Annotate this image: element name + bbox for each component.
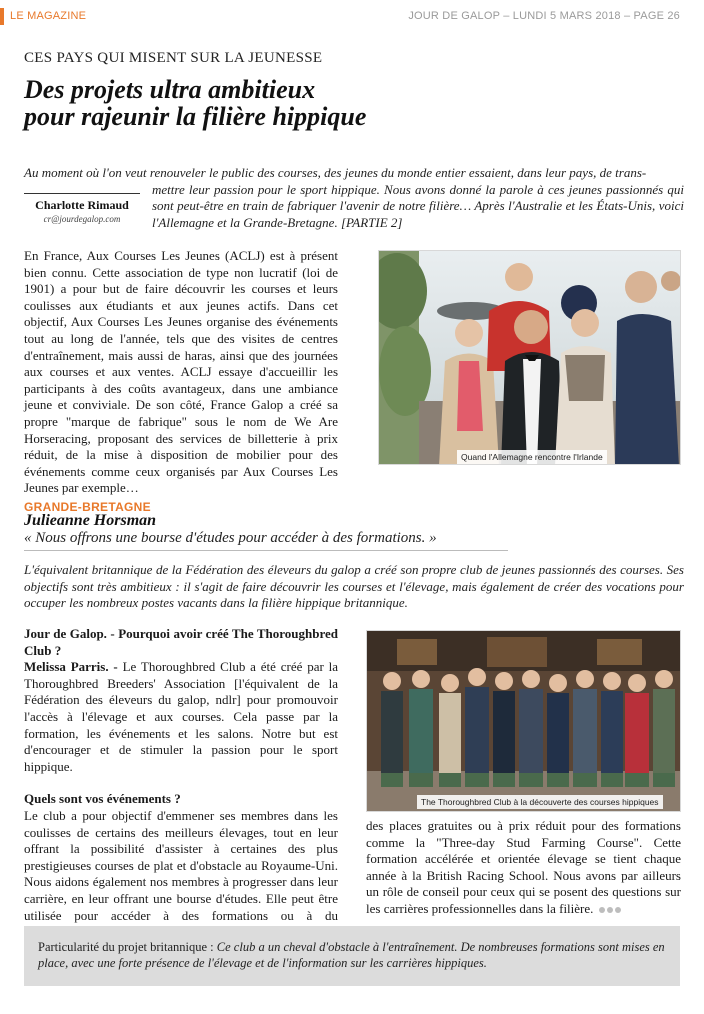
issue-info: JOUR DE GALOP – LUNDI 5 MARS 2018 – PAGE 26	[408, 10, 680, 22]
question-2: Quels sont vos événements ?	[24, 791, 181, 807]
answer-2: Le club a pour objectif d'emmener ses membres dans les coulisses de certains des meilleurs élevages, tout en leur offrant la possibilité d'assister à certaines des plus prestigieuses courses de plat et d'obstacle au Royaume-Uni. Nous aidons également nos membres à progresser dans leur carrière, en leur offrant une bourse d'études. Elle peut être utilisée pour accéder à des formations ou à du	[24, 807, 338, 923]
photo-germany-ireland-illustration	[379, 251, 681, 465]
sidebar-box	[24, 926, 680, 986]
section-country-label: GRANDE-BRETAGNE	[24, 500, 151, 514]
author-name: Charlotte Rimaud	[35, 198, 129, 212]
section-label: LE MAGAZINE	[10, 10, 87, 22]
uk-intro: L'équivalent britannique de la Fédération des éleveurs du galop a créé son propre club de jeunes passionnés des courses. Ses objectifs sont très ambitieux : il s'agit de faire découvrir les courses et l'élevage, mais également de créer des vocations pour occuper les nombreux postes vacants dans la filière hippique britannique.	[24, 562, 684, 611]
answer-1	[24, 659, 338, 775]
headline-line-1: Des projets ultra ambitieux	[24, 75, 316, 104]
section-accent-bar	[0, 8, 4, 25]
author-byline	[24, 193, 140, 224]
end-of-article-dots-icon	[597, 901, 621, 918]
answer-1-speaker: Melissa Parris. -	[24, 659, 118, 675]
photo-thoroughbred-club-illustration	[367, 631, 681, 812]
interviewee-name: Julieanne Horsman	[24, 512, 157, 529]
france-body: En France, Aux Courses Les Jeunes (ACLJ) est à présent bien connu. Cette association de type non lucratif (loi de 1901) a pour but de faire découvrir les courses et leurs coulisses aux étudiants et aux jeunes actifs. Dans cet objectif, Aux Courses Les Jeunes organise des événements tout au long de l'année, tels que des visites de centres d'entraînement, mais aussi de haras, ainsi que des journées aux courses et aux ventes. ACLJ essaye d'accueillir les participants à des coûts avantageux, dans une ambiance jeune et conviviale. De son côté, France Galop a créé sa propre "marque de fabrique" sous le nom de We Are Horseracing, proposant des services de billetterie à prix réduit, de la mise à disposition de mobilier pour des événements comme ceux organisés par Aux Courses Les Jeunes par exemple…	[24, 248, 338, 496]
box-lead: Particularité du projet britannique :	[38, 940, 217, 954]
pull-quote: « Nous offrons une bourse d'études pour accéder à des formations. »	[24, 530, 508, 551]
box-body: Ce club a un cheval d'obstacle à l'entraînement. De nombreuses formations sont mises en place, avec une forte présence de l'élevage et de l'information sur les carrières hippiques.	[38, 940, 665, 970]
photo-germany-ireland	[378, 250, 681, 465]
article-headline	[24, 76, 664, 130]
article-kicker: CES PAYS QUI MISENT SUR LA JEUNESSE	[24, 50, 323, 66]
photo-thoroughbred-club	[366, 630, 681, 812]
question-1: Jour de Galop. - Pourquoi avoir créé The Thoroughbred Club ?	[24, 626, 338, 658]
intro-rest: mettre leur passion pour le sport hippique. Nous avons donné la parole à ces jeunes passionnés qui sont peut-être en train de fabriquer l'avenir de notre filière… Après l'Australie et les États-Unis, voici l'Allemagne et la Grande-Bretagne. [PARTIE 2]	[152, 181, 684, 230]
answer-1-text: Le Thoroughbred Club a été créé par la Thoroughbred Breeders' Association [l'équivalent de la Fédération des éleveurs du galop, ndlr] pour promouvoir l'accès à l'élevage et aux courses. Cela passe par la formation, les événements et les salons. Notre but est d'encourager et de stimuler la passion pour le sport hippique.	[24, 659, 338, 774]
interview-left-column	[24, 626, 338, 941]
interview-right-column	[366, 818, 681, 918]
answer-2-continued: des places gratuites ou à prix réduit pour des formations comme la "Three-day Stud Farming Course". Cette formation accélérée et orientée élevage se tient chaque année à la British Racing School. Nous avons par ailleurs un rôle de conseil pour ceux qui se posent des questions sur les carrières professionnelles dans la filière.	[366, 818, 681, 916]
intro-first-line: Au moment où l'on veut renouveler le public des courses, des jeunes du monde entier essaient, dans leur pays, de trans-	[24, 165, 647, 180]
author-email[interactable]: cr@jourdegalop.com	[43, 214, 121, 224]
photo-caption: The Thoroughbred Club à la découverte des courses hippiques	[417, 795, 663, 809]
photo-caption: Quand l'Allemagne rencontre l'Irlande	[457, 450, 607, 464]
headline-line-2: pour rajeunir la filière hippique	[24, 102, 367, 131]
